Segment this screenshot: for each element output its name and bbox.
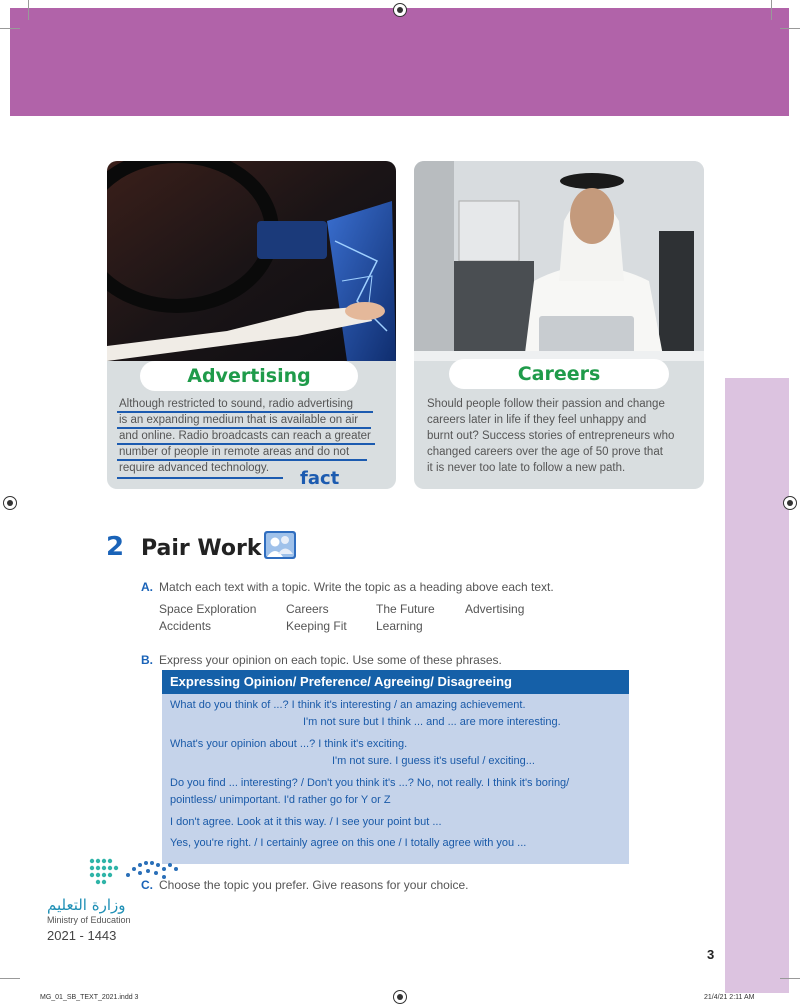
topic-item: Space Exploration xyxy=(159,602,257,616)
header-banner xyxy=(10,8,789,116)
phrase-line: I'm not sure but I think ... and ... are more interesting. xyxy=(303,716,561,728)
card-title-advertising: Advertising xyxy=(140,361,358,391)
section-title: Pair Work xyxy=(141,536,262,561)
part-c-label: C. xyxy=(141,878,153,892)
careers-card xyxy=(414,161,704,489)
crop-mark xyxy=(780,28,800,29)
advertising-card xyxy=(107,161,396,489)
part-a-instruction: Match each text with a topic. Write the topic as a heading above each text. xyxy=(159,580,554,594)
card-text-line: careers later in life if they feel unhappy and xyxy=(427,414,647,426)
registration-mark xyxy=(3,496,17,510)
registration-mark xyxy=(393,990,407,1004)
edition-year: 2021 - 1443 xyxy=(47,928,117,943)
underline-annotation xyxy=(117,477,283,479)
part-a-label: A. xyxy=(141,580,153,594)
card-text-careers xyxy=(427,396,699,476)
underline-annotation xyxy=(117,443,375,445)
side-color-bar xyxy=(725,378,789,993)
crop-mark xyxy=(780,978,800,979)
phrase-line: What's your opinion about ...? I think it's exciting. xyxy=(170,738,408,750)
footer-filename: MG_01_SB_TEXT_2021.indd 3 xyxy=(40,994,139,1001)
card-text-line: Although restricted to sound, radio advertising xyxy=(119,398,353,410)
phrase-line: I don't agree. Look at it this way. / I see your point but ... xyxy=(170,816,442,828)
part-c-instruction: Choose the topic you prefer. Give reasons for your choice. xyxy=(159,878,469,892)
card-text-line: number of people in remote areas and do not xyxy=(119,446,350,458)
part-b-label: B. xyxy=(141,653,153,667)
registration-mark xyxy=(393,3,407,17)
page-number: 3 xyxy=(707,947,715,962)
card-text-line: Should people follow their passion and change xyxy=(427,398,665,410)
crop-mark xyxy=(0,28,20,29)
man-at-laptop-photo xyxy=(414,161,704,361)
topic-item: Accidents xyxy=(159,619,212,633)
footer-timestamp: 21/4/21 2:11 AM xyxy=(704,994,755,1001)
fact-annotation: fact xyxy=(300,468,340,489)
phrase-line: Do you find ... interesting? / Don't you think it's ...? No, not really. I think it's boring/ xyxy=(170,777,570,789)
underline-annotation xyxy=(117,427,371,429)
crop-mark xyxy=(0,978,20,979)
part-b-instruction: Express your opinion on each topic. Use some of these phrases. xyxy=(159,653,502,667)
phrase-line: pointless/ unimportant. I'd rather go for Y or Z xyxy=(170,794,391,806)
ministry-arabic-name: وزارة التعليم xyxy=(47,896,126,914)
card-text-advertising xyxy=(119,396,389,476)
topic-item: Advertising xyxy=(465,602,525,616)
phrase-line: What do you think of ...? I think it's interesting / an amazing achievement. xyxy=(170,699,526,711)
card-text-line: is an expanding medium that is available on air xyxy=(119,414,359,426)
registration-mark xyxy=(783,496,797,510)
card-text-line: and online. Radio broadcasts can reach a greater xyxy=(119,430,371,442)
card-text-line: burnt out? Success stories of entrepreneurs who xyxy=(427,430,675,442)
phrase-line: I'm not sure. I guess it's useful / exciting... xyxy=(332,755,535,767)
card-text-line: changed careers over the age of 50 prove that xyxy=(427,446,663,458)
underline-annotation xyxy=(117,411,373,413)
phrase-line: Yes, you're right. / I certainly agree on this one / I totally agree with you ... xyxy=(170,837,527,849)
phrases-box-title: Expressing Opinion/ Preference/ Agreeing/ Disagreeing xyxy=(162,670,629,694)
crop-mark xyxy=(28,0,29,20)
topic-item: Keeping Fit xyxy=(286,619,347,633)
pair-work-icon xyxy=(263,530,297,560)
underline-annotation xyxy=(117,459,367,461)
card-text-line: require advanced technology. xyxy=(119,462,270,474)
ministry-english-name: Ministry of Education xyxy=(47,915,131,925)
crop-mark xyxy=(771,0,772,20)
topic-item: Learning xyxy=(376,619,423,633)
card-title-careers: Careers xyxy=(449,359,669,389)
topic-item: Careers xyxy=(286,602,329,616)
topic-item: The Future xyxy=(376,602,435,616)
section-number: 2 xyxy=(106,532,125,562)
card-text-line: it is never too late to follow a new path. xyxy=(427,462,626,474)
phrases-box xyxy=(162,670,629,864)
car-dashboard-photo xyxy=(107,161,396,361)
